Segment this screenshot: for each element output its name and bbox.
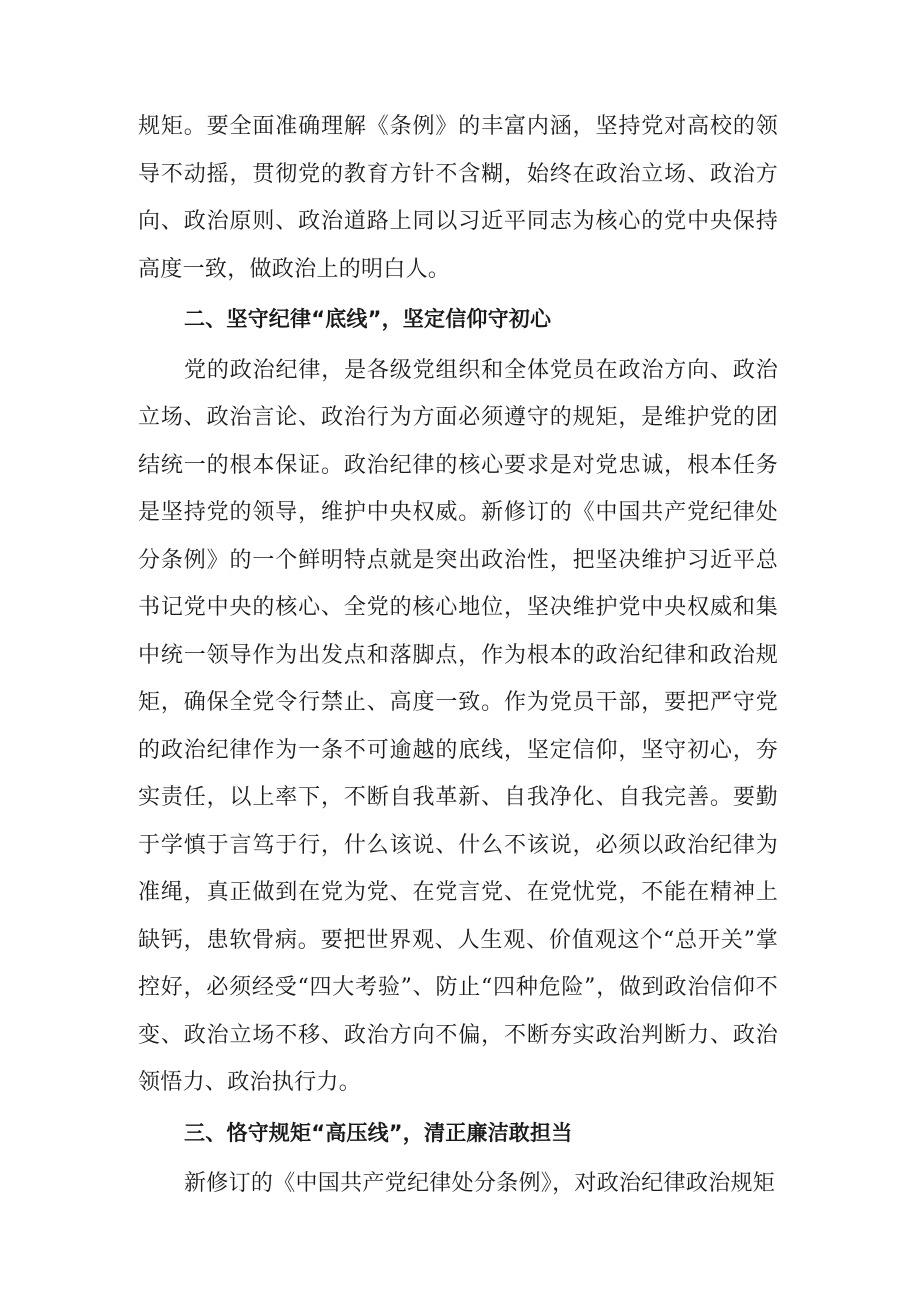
paragraph-continuation: 规矩。要全面准确理解《条例》的丰富内涵，坚持党对高校的领导不动摇，贯彻党的教育方针不含糊，始终在政治立场、政治方向、政治原则、政治道路上同以习近平同志为核心的党中央保持高度一致，做政治上的明白人。	[138, 114, 778, 282]
document-body	[138, 103, 778, 1208]
section-heading-3: 三、恪守规矩“高压线”，清正廉洁敢担当	[184, 1120, 573, 1145]
paragraph-political-discipline: 党的政治纪律，是各级党组织和全体党员在政治方向、政治立场、政治言论、政治行为方面必须遵守的规矩，是维护党的团结统一的根本保证。政治纪律的核心要求是对党忠诚，根本任务是坚持党的领导，维护中央权威。新修订的《中国共产党纪律处分条例》的一个鲜明特点就是突出政治性，把坚决维护习近平总书记党中央的核心、全党的核心地位，坚决维护党中央权威和集中统一领导作为出发点和落脚点，作为根本的政治纪律和政治规矩，确保全党令行禁止、高度一致。作为党员干部，要把严守党的政治纪律作为一条不可逾越的底线，坚定信仰，坚守初心，夯实责任，以上率下，不断自我革新、自我净化、自我完善。要勤于学慎于言笃于行，什么该说、什么不该说，必须以政治纪律为准绳，真正做到在党为党、在党言党、在党忧党，不能在精神上缺钙，患软骨病。要把世界观、人生观、价值观这个“总开关”掌控好，必须经受“四大考验”、防止“四种危险”，做到政治信仰不变、政治立场不移、政治方向不偏，不断夯实政治判断力、政治领悟力、政治执行力。	[138, 357, 778, 1095]
section-heading-2: 二、坚守纪律“底线”，坚定信仰守初心	[184, 307, 552, 331]
paragraph-new-regulations: 新修订的《中国共产党纪律处分条例》，对政治纪律政治规矩	[184, 1171, 776, 1196]
